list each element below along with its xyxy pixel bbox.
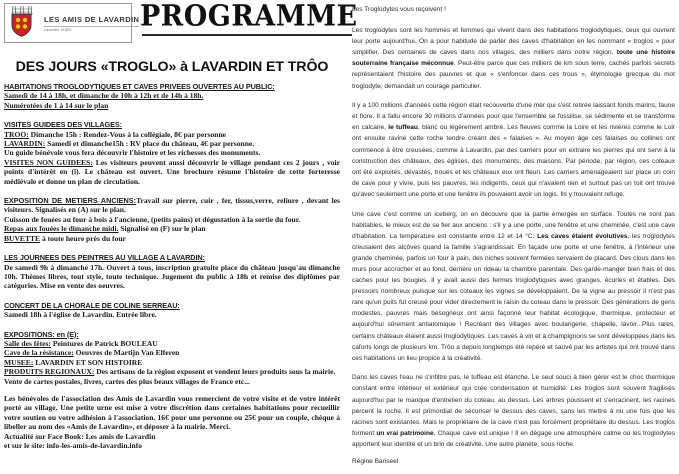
lavardin-guide-text: Un guide bénévole vous fera découvrir l'histoire et les richesses des monuments. [4,148,261,158]
section-remerciements [4,394,340,450]
section-habitations [4,82,340,110]
article-paragraph-3 [352,209,675,364]
peintres-text: De samedi 9h à dimanche 17h. Ouvert à tous, inscription gratuite place du château jusqu'au dimanche 10h. Thèmes libres, tout style, toute technique. Jugement du public à 18h et remise des diplômes par catégories. Mise en vente des oeuvres. [4,262,340,291]
article-signature: Régine Bariseel [352,458,399,466]
masthead [4,0,358,51]
p2-emphasis: le tuffeau [388,124,418,132]
cave-resistance-text: Oeuvres de Martijn Van Elferen [73,348,180,358]
page-title: DES JOURS «TROGLO» à LAVARDIN ET TRÔO [15,59,329,75]
non-guidees-label: VISITES NON GUIDEES: [4,157,93,167]
section-metiers-heading: EXPOSITION DE METIERS ANCIENS: [4,196,137,206]
cave-resistance-label: Cave de la résistance: [4,348,74,358]
produits-regionaux-text: Des artisans de la région exposent et vendent leurs produits sous la mairie. [94,367,336,377]
produits-regionaux-label: PRODUITS REGIONAUX: [4,367,95,377]
article-paragraph-2 [352,100,675,200]
shield-icon [11,13,32,37]
repas-fouees-text: Signalisé en (F) sur le plan [118,224,206,234]
website-line[interactable]: et sur le site: info-les-amis-de-lavardin.info [4,441,142,450]
section-visites-guidees [4,120,340,186]
coat-of-arms-icon [8,5,38,41]
p1-part-a: Les troglodytes sont les hommes et femmes qui vivent dans des habitations troglodytiques, ceux qui ouvrent leur porte aujourd'hui. On a pour habitude de parler des caves d'habitation en les nommant « troglos » pour simplifier. Des centaines de caves dans nos villages, des milliers dans notre région, [352,27,675,57]
programme-underline [142,34,352,36]
p3-part-a: Une cave c'est comme un iceberg, on en découvre que la partie émergée en surface. Toutes ne sont pas habitables, le mieux est de se fier aux anciens : s'il y a une porte, une fenêtre et une cheminée, c'est une cave d'habitation. La température est constante entre 12 et 14 °C. [352,210,675,240]
buvette-label: BUVETTE [4,233,41,243]
buvette-text: à toute heure près du four [40,233,126,243]
section-expositions [4,330,340,386]
right-column [352,4,675,474]
p2-part-a: Il y a 100 millions d'années cette région était recouverte d'une mer qui s'est retirée laissant fonds marins, faune et flore. Il a fallu encore 30 millions d'années pour que l'ensemble se fossilise, se sédimente et se transforme en calcaire, [352,102,675,132]
habitations-numbering: Numérotées de 1 à 14 sur le plan [4,100,109,110]
habitations-hours: Samedi de 14 à 18h, et dimanche de 10h à 12h et de 14h à 18h. [4,91,204,101]
p1-emphasis: toute une histoire souterraine française méconnue [352,49,675,68]
section-concert [4,301,340,320]
section-metiers-anciens [4,196,340,243]
section-peintres-heading: LES JOURNEES DES PEINTRES AU VILLAGE A LAVARDIN: [4,253,205,263]
lavardin-text: Samedi et dimanche15h : RV place du château, 4€ par personne. [45,139,255,149]
non-guidees-text: Les visiteurs peuvent aussi découvrir le village pendant ces 2 jours , voir points d'intérêt en (i). Le château est ouvert. Une brochure résume l'histoire de cette forteresse médiévale et donne un plan de circulation. [4,157,340,186]
p1-part-c: . Peut-être parce que ces milliers de km sous terre, cachés parfois secrets représentaient l'histoire des pauvres et que « s'enfoncer dans ces trous », étymologie grecque du mot troglodyte, demandait un courage particulier. [352,60,675,90]
repas-fouees-label: Repas aux fouées le dimanche midi. [4,224,119,234]
p3-part-c: , les troglodytes creusaient des alcôves quand la famille s'agrandissait. En façade une porte et une fenêtre, à l'intérieur une grande cheminée, parfois un four à pain, des niches souvent fermées servaient de placard. Des clous dans les murs pour accrocher et au fond, derrière un rideau la chambre parentale. Des garde-manger bien frais et des caches pour les bougies. Il y avait aussi des fermes troglodytiques avec granges, écuries et étables. Des pressoirs nombreux puisque sur les coteaux les vignes se développaient. De la vigne au pressoir il n'est pas rare qu'un puits fut creusé pour vider directement le raisin du coteau dans le pressoir. Des générations de gens modestes, pauvres mais besogneux ont ainsi façonné leur habitat écologique, thermique, protecteur et aujourd'hui sûrement antiatomique ! Recréant des villages avec boulangerie, chapelle, lavoir...Plus rares, certains châteaux étaient aussi troglodytiques. Les caves à vin et à champignons se sont développées dans les caforts longs de plusieurs km. Trôo a depuis longtemps été repéré et sauvé par les artistes qui ont trouvé dans ces habitations un lieu propice à la créativité. [352,232,675,362]
logo-text [44,15,139,32]
lavardin-label: LAVARDIN: [4,139,46,149]
p4-part-a: Dans les caves l'eau ne s'infiltre pas, le tuffeau est étanche. Le seul souci à bien gérer est le choc thermique constant entre intérieur et extérieur qui crée condensation et humidité. Les troglos sont souvent fragilisés aujourd'hui par le manque d'entretien du coteau, au dessus. Les arbres poussent et s'enracinent, les racines percent la roche. Il est primordial de sécuriser le dessus des caves, sans les mettre à nu une fois que les racines sont existantes. Mais le propriétaire de la cave n'est pas forcément propriétaire du dessus. Les troglos forment [352,374,675,437]
vente-cartes-text: Vente de cartes postales, livres, cartes des plus beaux villages de France etc... [4,376,250,386]
concert-text: Samedi 18h à l'église de Lavardin. Entrée libre. [4,310,157,320]
section-expositions-heading: EXPOSITIONS: en (E): [4,329,79,339]
section-visites-heading: VISITES GUIDEES DES VILLAGES: [4,120,122,130]
metiers-text: Travail sur pierre, cuir , fer, tissus,verre, reliure , devant les visiteurs. Signalisés en (A) sur le plan. [4,196,340,215]
programme-heading [132,0,358,36]
musee-label: MUSEE: [4,357,34,367]
section-peintres [4,253,340,291]
p4-part-c: . Chaque cave est unique ! Il en dégage une atmosphère calme où les troglodytes apportent leur identité et un brin de créativité. Une autre planète, sous roche. [352,429,676,448]
programme-word: PROGRAMME [140,0,358,34]
section-habitations-heading: HABITATIONS TROGLODYTIQUES ET CAVES PRIVEES OUVERTES AU PUBLIC: [4,82,275,91]
p3-emphasis: Les caves étaient évolutives [537,232,628,240]
section-concert-heading: CONCERT DE LA CHORALE DE COLINE SERREAU: [4,300,180,310]
facebook-line[interactable]: Actualité sur Face Book: Les amis de Lavardin [4,431,156,441]
salle-fetes-text: Peintures de Patrick BOULEAU [50,338,158,348]
article-title: Les Troglodytes vous reçoivent ! [352,6,446,13]
p2-part-c: , blanc ou légèrement ambré. Les fleuves comme la Loire et les rivières comme le Loir ont ensuite raviné cette roche tendre créant des « falaises ». Au moyen âge ces falaises ou collines ont commencé à être creusées, comme à Lavardin, par des carriers pour en extraire les pierres qui ont servi à la construction des châteaux, des églises, des monuments, des maisons. Par période, par région, ces coteaux ont été exploités, dévastés, troués et les châteaux eux ont fleuri. Les carriers aménageaient sur place un coin de cave pour y vivre, puis les pauvres, les indigents, ceux qui n'avaient rien et surtout pas un toit ont trouvé qu'avec seulement une porte et une fenêtre ils pouvaient avoir un logis. Ils y trouvaient refuge. [352,124,675,198]
remerciements-text: Les bénévoles de l'association des Amis de Lavardin vous remercient de votre visite et de votre intérêt porté au village. Une petite urne est mise à votre discrétion dans certaines habitations pour recueillir votre soutien ou votre adhésion à l'association. 16€ pour une personne ou 25€ pour un couple, chèque à libeller au nom des «Amis de Lavardin», et déposer à la mairie. Merci. [4,393,340,432]
salle-fetes-label: Salle des fêtes: [4,338,51,348]
logo-title: LES AMIS DE LAVARDIN [44,14,140,24]
fouees-text: Cuisson de fouées au four à bois à l'ancienne, (petits pains) et dégustation à la sortie du four. [4,214,301,224]
article-paragraph-4 [352,372,675,450]
p4-emphasis: un vrai patrimoine [376,429,434,437]
troo-label: TROO: [4,129,29,139]
article-paragraph-1 [352,25,675,92]
association-logo [4,3,140,43]
troo-text: Dimanche 15h : Rendez-Vous à la collégiale, 8€ par personne [28,129,227,139]
musee-text: LAVARDIN ET SON HISTOIRE [33,357,143,367]
logo-subtitle: Lavardin 41800 [44,26,139,32]
